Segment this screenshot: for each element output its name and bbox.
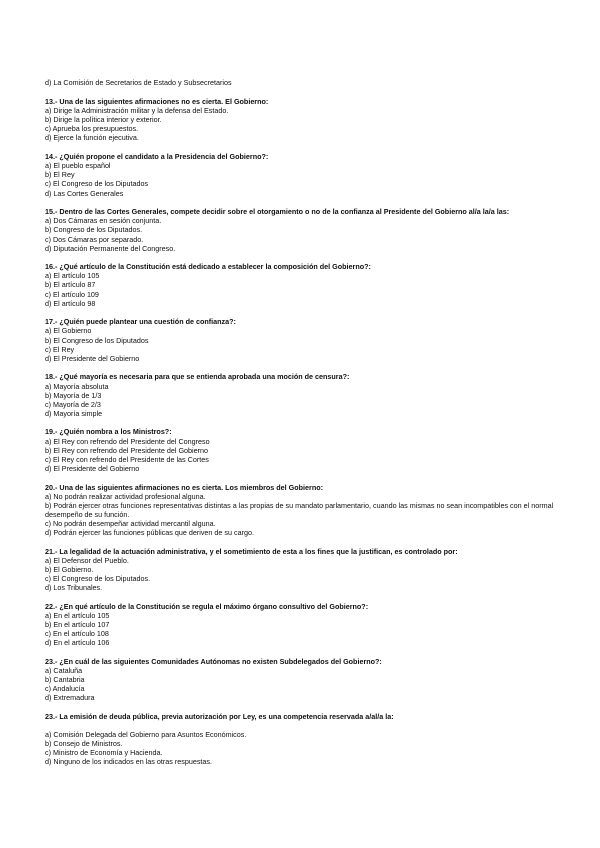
answer-option: d) En el artículo 106	[45, 638, 110, 648]
question-block	[45, 483, 565, 538]
question-title: 20.- Una de las siguientes afirmaciones no es cierta. Los miembros del Gobierno:	[45, 482, 323, 492]
question-title: 18.- ¿Qué mayoría es necesaria para que se entienda aprobada una moción de censura?:	[45, 372, 350, 382]
answer-option: d) Mayoría simple	[45, 408, 103, 418]
answer-option: b) En el artículo 107	[45, 619, 110, 629]
answer-option: b) El artículo 87	[45, 280, 96, 290]
answer-option: d) Diputación Permanente del Congreso.	[45, 243, 176, 253]
answer-option: d) El Presidente del Gobierno	[45, 353, 140, 363]
answer-option: a) En el artículo 105	[45, 610, 110, 620]
answer-option: a) El Gobierno	[45, 326, 92, 336]
answer-option: b) El Rey con refrendo del Presidente del Gobierno	[45, 445, 209, 455]
answer-option: d) Las Cortes Generales	[45, 188, 124, 198]
answer-option: c) El artículo 109	[45, 289, 99, 299]
question-title: 23.- La emisión de deuda pública, previa autorización por Ley, es una competencia reservada a/al/a la:	[45, 711, 394, 721]
question-block	[45, 97, 565, 142]
answer-option: c) Dos Cámaras por separado.	[45, 234, 144, 244]
question-title: 17.- ¿Quién puede plantear una cuestión de confianza?:	[45, 317, 236, 327]
question-block	[45, 152, 565, 197]
answer-option: a) Comisión Delegada del Gobierno para Asuntos Económicos.	[45, 729, 247, 739]
question-block	[45, 427, 565, 472]
answer-option: d) Ninguno de los indicados en las otras respuestas.	[45, 757, 213, 767]
answer-option: c) No podrán desempeñar actividad mercantil alguna.	[45, 518, 216, 528]
question-block	[45, 317, 565, 362]
question-title: 16.- ¿Qué artículo de la Constitución está dedicado a establecer la composición del Gobierno?:	[45, 262, 371, 272]
answer-option: b) El Gobierno.	[45, 564, 94, 574]
answer-option: d) Podrán ejercer las funciones públicas que deriven de su cargo.	[45, 528, 254, 537]
answer-option: a) Dirige la Administración militar y la defensa del Estado.	[45, 106, 229, 116]
answer-option: a) Mayoría absoluta	[45, 381, 109, 391]
question-title: 22.- ¿En qué artículo de la Constitución se regula el máximo órgano consultivo del Gobierno?:	[45, 601, 369, 611]
answer-option: b) El Congreso de los Diputados	[45, 335, 149, 345]
question-block	[45, 712, 565, 766]
question-block	[45, 602, 565, 647]
answer-option: c) El Rey	[45, 344, 75, 354]
answer-option: a) El pueblo español	[45, 161, 111, 171]
answer-option: d) Los Tribunales.	[45, 583, 103, 593]
answer-option: a) No podrán realizar actividad profesional alguna.	[45, 491, 206, 501]
question-title: 23.- ¿En cuál de las siguientes Comunidades Autónomas no existen Subdelegados del Gobierno?:	[45, 656, 382, 666]
answer-option: c) Mayoría de 2/3	[45, 399, 101, 409]
answer-option: b) El Rey	[45, 170, 75, 180]
answer-option: a) El artículo 105	[45, 271, 100, 281]
question-block	[45, 262, 565, 307]
answer-option: c) El Rey con refrendo del Presidente de las Cortes	[45, 454, 209, 464]
answer-option: b) Dirige la política interior y exterior.	[45, 115, 162, 125]
answer-option: c) Ministro de Economía y Hacienda.	[45, 748, 163, 758]
previous-question-last-option: d) La Comisión de Secretarios de Estado y Subsecretarios	[45, 78, 232, 87]
question-title: 13.- Una de las siguientes afirmaciones no es cierta. El Gobierno:	[45, 97, 269, 107]
question-title: 21.- La legalidad de la actuación administrativa, y el sometimiento de esta a los fines que la justifican, es controlado por:	[45, 546, 458, 556]
question-block	[45, 547, 565, 592]
answer-option: c) El Congreso de los Diputados	[45, 179, 149, 189]
answer-option: a) El Defensor del Pueblo.	[45, 555, 129, 565]
answer-option: b) Congreso de los Diputados.	[45, 225, 143, 235]
answer-option: b) Podrán ejercer otras funciones representativas distintas a las propias de su mandato parlamentario, cuando las mismas no sean incompatibles con el normal desempeño de su función.	[45, 500, 554, 519]
answer-option: b) Cantabria	[45, 675, 85, 684]
answer-option: b) Consejo de Ministros.	[45, 739, 123, 749]
question-title: 15.- Dentro de las Cortes Generales, compete decidir sobre el otorgamiento o no de la confianza al Presidente del Gobierno al/a la/a las:	[45, 207, 510, 217]
answer-option: d) Extremadura	[45, 693, 95, 703]
question-title: 14.- ¿Quién propone el candidato a la Presidencia del Gobierno?:	[45, 152, 269, 162]
answer-option: c) El Congreso de los Diputados.	[45, 573, 151, 583]
answer-option: d) Ejerce la función ejecutiva.	[45, 133, 139, 143]
question-title: 19.- ¿Quién nombra a los Ministros?:	[45, 427, 172, 437]
answer-option: a) El Rey con refrendo del Presidente del Congreso	[45, 436, 210, 446]
answer-option: d) El artículo 98	[45, 298, 96, 308]
exam-page	[45, 78, 565, 776]
answer-option: c) Andalucía	[45, 684, 85, 694]
answer-option: c) En el artículo 108	[45, 629, 109, 639]
answer-option: b) Mayoría de 1/3	[45, 390, 102, 400]
answer-option: c) Aprueba los presupuestos.	[45, 124, 139, 134]
answer-option: a) Cataluña	[45, 665, 83, 675]
answer-option: a) Dos Cámaras en sesión conjunta.	[45, 216, 162, 226]
question-block	[45, 657, 565, 702]
answer-option: d) El Presidente del Gobierno	[45, 463, 140, 473]
question-list	[45, 97, 565, 766]
question-block	[45, 372, 565, 417]
question-block	[45, 207, 565, 252]
